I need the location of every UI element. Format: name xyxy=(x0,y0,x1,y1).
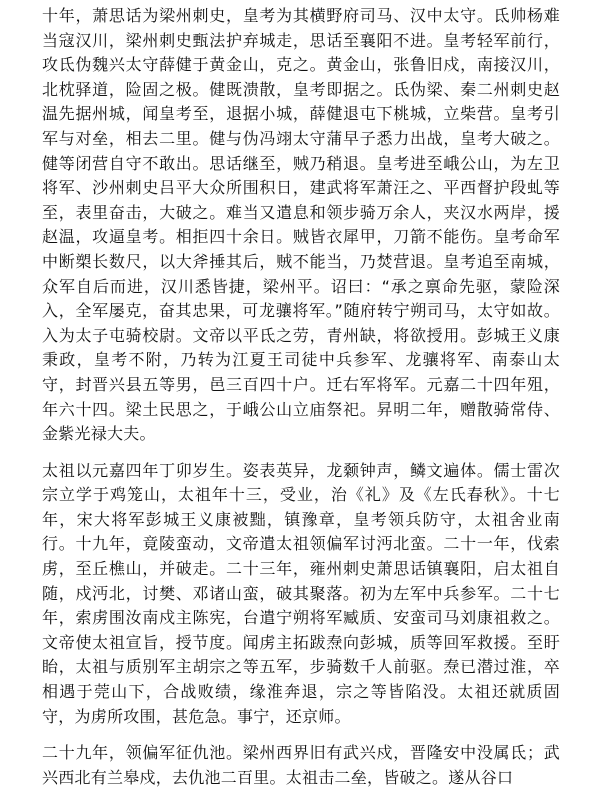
paragraph: 十年，萧思话为梁州刺史，皇考为其横野府司马、汉中太守。氐帅杨难当寇汉川，梁州刺史甄法护弃城走，思话至襄阳不进。皇考轻军前行，攻氐伪魏兴太守薛健于黄金山，克之。黄金山，张鲁旧戍，南接汉川，北枕驿道，险固之极。健既溃散，皇考即据之。氐伪梁、秦二州刺史赵温先据州城，闻皇考至，退据小城，薛健退屯下桃城，立柴营。皇考引军与对垒，相去二里。健与伪冯翊太守蒲早子悉力出战，皇考大破之。健等闭营自守不敢出。思话继至，贼乃稍退。皇考进至峨公山，为左卫将军、沙州刺史吕平大众所围积日，建武将军萧汪之、平西督护段虬等至，表里奋击，大破之。难当又遣息和领步骑万余人，夹汉水两岸，援赵温，攻逼皇考。相拒四十余日。贼皆衣犀甲，刀箭不能伤。皇考命军中断槊长数尺，以大斧捶其后，贼不能当，乃焚营退。皇考追至南城，众军自后而进，汉川悉皆捷，梁州平。诏曰：“承之禀命先驱，蒙险深入，全军屡克，奋其忠果，可龙骧将军。”随府转宁朔司马，太守如故。入为太子屯骑校尉。文帝以平氐之劳，青州缺，将欲授用。彭城王义康秉政，皇考不附，乃转为江夏王司徒中兵参军、龙骧将军、南泰山太守，封晋兴县五等男，邑三百四十户。迁右军将军。元嘉二十四年殂，年六十四。梁土民思之，于峨公山立庙祭祀。昇明二年，赠散骑常侍、金紫光禄大夫。 xyxy=(42,6,560,444)
paragraph: 太祖以元嘉四年丁卯岁生。姿表英异，龙颡钟声，鳞文遍体。儒士雷次宗立学于鸡笼山，太祖年十三，受业，治《礼》及《左氏春秋》。十七年，宋大将军彭城王义康被黜，镇豫章，皇考领兵防守，太祖舍业南行。十九年，竟陵蛮动，文帝遣太祖领偏军讨沔北蛮。二十一年，伐索虏，至丘樵山，并破走。二十三年，雍州刺史萧思话镇襄阳，启太祖自随，戍沔北，讨樊、邓诸山蛮，破其聚落。初为左军中兵参军。二十七年，索虏围汝南戍主陈宪，台遣宁朔将军臧质、安蛮司马刘康祖救之。文帝使太祖宣旨，授节度。闻虏主拓跋焘向彭城，质等回军救援。至盱眙，太祖与质别军主胡宗之等五军，步骑数千人前驱。焘已潜过淮，卒相遇于莞山下，合战败绩，缘淮奔退，宗之等皆陷没。太祖还就质固守，为虏所攻围，甚危急。事宁，还京师。 xyxy=(42,460,560,726)
paragraph: 二十九年，领偏军征仇池。梁州西界旧有武兴戍，晋隆安中没属氐；武兴西北有兰皋戍，去仇池二百里。太祖击二垒，皆破之。遂从谷口 xyxy=(42,743,560,787)
